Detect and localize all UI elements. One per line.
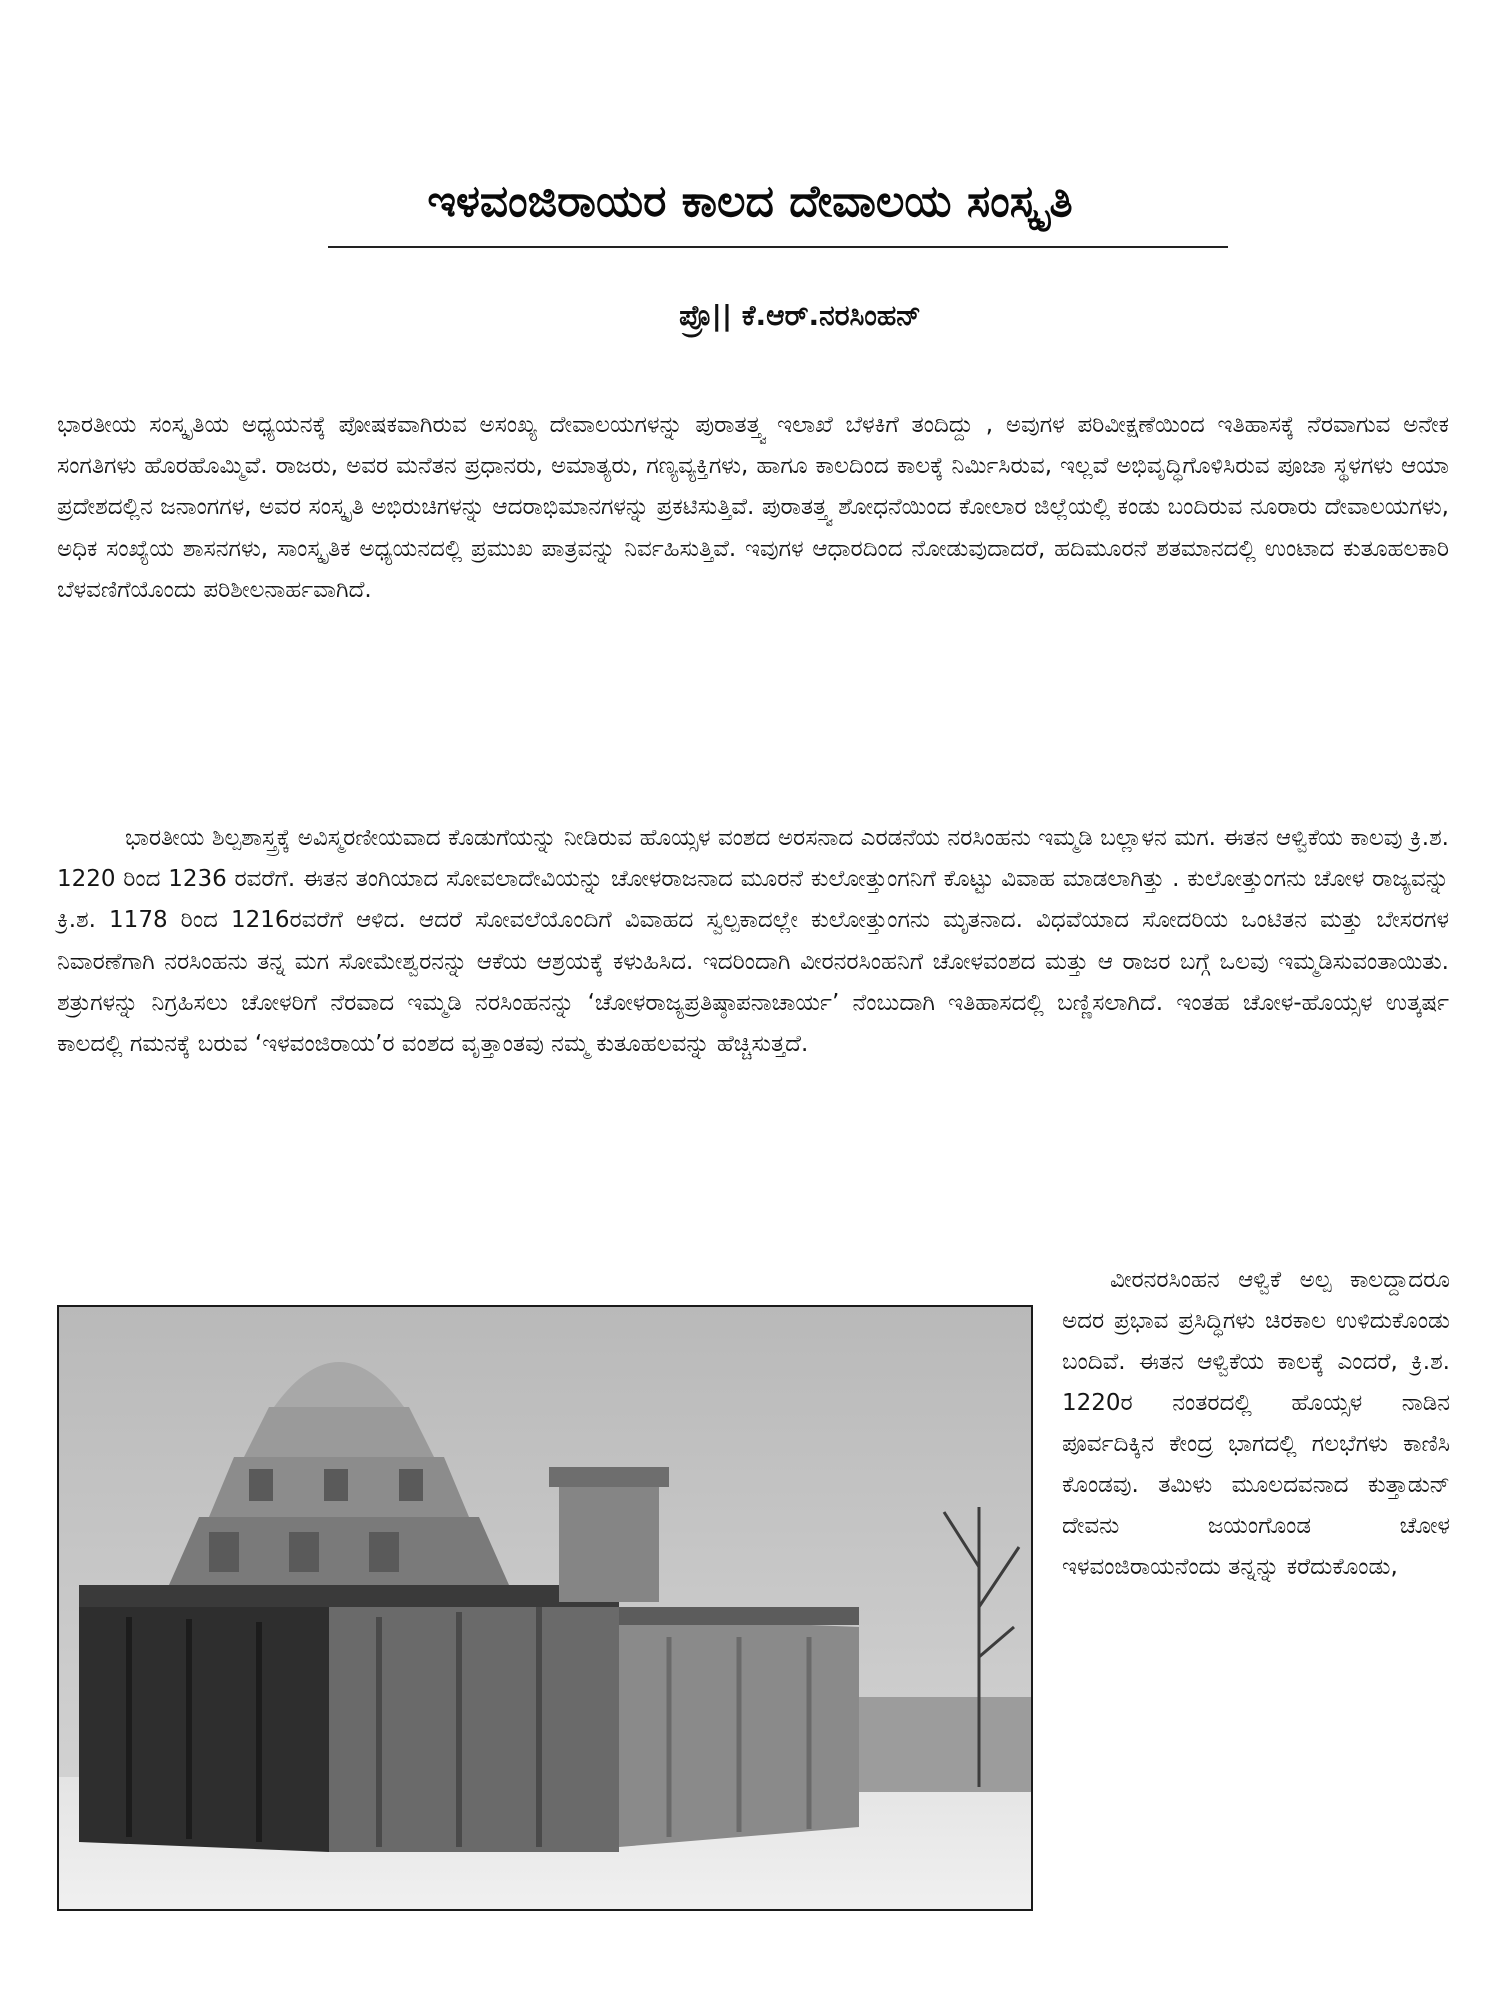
- article-author: ಪ್ರೊ|| ಕೆ.ಆರ್.ನರಸಿಂಹನ್: [679, 299, 921, 332]
- title-underline: [328, 246, 1228, 248]
- temple-photograph: [57, 1305, 1033, 1911]
- article-title: ಇಳವಂಜಿರಾಯರ ಕಾಲದ ದೇವಾಲಯ ಸಂಸ್ಕೃತಿ: [427, 176, 1073, 227]
- side-column-text: ವೀರನರಸಿಂಹನ ಆಳ್ವಿಕೆ ಅಲ್ಪ ಕಾಲದ್ದಾದರೂ ಅದರ ಪ್ರಭಾವ ಪ್ರಸಿದ್ಧಿಗಳು ಚಿರಕಾಲ ಉಳಿದುಕೊಂಡು ಬಂದಿವೆ. ಈತನ ಆಳ್ವಿಕೆಯ ಕಾಲಕ್ಕೆ ಎಂದರೆ, ಕ್ರಿ.ಶ. 1220ರ ನಂತರದಲ್ಲಿ ಹೊಯ್ಸಳ ನಾಡಿನ ಪೂರ್ವದಿಕ್ಕಿನ ಕೇಂದ್ರ ಭಾಗದಲ್ಲಿ ಗಲಭೆಗಳು ಕಾಣಿಸಿ ಕೊಂಡವು. ತಮಿಳು ಮೂಲದವನಾದ ಕುತ್ತಾಡುನ್ ದೇವನು ಜಯಂಗೊಂಡ ಚೋಳ ಇಳವಂಜಿರಾಯನೆಂದು ತನ್ನನ್ನು ಕರೆದುಕೊಂಡು,: [1062, 1267, 1450, 1580]
- paragraph-intro: ಭಾರತೀಯ ಸಂಸ್ಕೃತಿಯ ಅಧ್ಯಯನಕ್ಕೆ ಪೋಷಕವಾಗಿರುವ ಅಸಂಖ್ಯ ದೇವಾಲಯಗಳನ್ನು ಪುರಾತತ್ತ್ವ ಇಲಾಖೆ ಬೆಳಕಿಗೆ ತಂದಿದ್ದು , ಅವುಗಳ ಪರಿವೀಕ್ಷಣೆಯಿಂದ ಇತಿಹಾಸಕ್ಕೆ ನೆರವಾಗುವ ಅನೇಕ ಸಂಗತಿಗಳು ಹೊರಹೊಮ್ಮಿವೆ. ರಾಜರು, ಅವರ ಮನೆತನ ಪ್ರಧಾನರು, ಅಮಾತ್ಯರು, ಗಣ್ಯವ್ಯಕ್ತಿಗಳು, ಹಾಗೂ ಕಾಲದಿಂದ ಕಾಲಕ್ಕೆ ನಿರ್ಮಿಸಿರುವ, ಇಲ್ಲವೆ ಅಭಿವೃದ್ಧಿಗೊಳಿಸಿರುವ ಪೂಜಾ ಸ್ಥಳಗಳು ಆಯಾ ಪ್ರದೇಶದಲ್ಲಿನ ಜನಾಂಗಗಳ, ಅವರ ಸಂಸ್ಕೃತಿ ಅಭಿರುಚಿಗಳನ್ನು ಆದರಾಭಿಮಾನಗಳನ್ನು ಪ್ರಕಟಿಸುತ್ತಿವೆ. ಪುರಾತತ್ತ್ವ ಶೋಧನೆಯಿಂದ ಕೋಲಾರ ಜಿಲ್ಲೆಯಲ್ಲಿ ಕಂಡು ಬಂದಿರುವ ನೂರಾರು ದೇವಾಲಯಗಳು, ಅಧಿಕ ಸಂಖ್ಯೆಯ ಶಾಸನಗಳು, ಸಾಂಸ್ಕೃತಿಕ ಅಧ್ಯಯನದಲ್ಲಿ ಪ್ರಮುಖ ಪಾತ್ರವನ್ನು ನಿರ್ವಹಿಸುತ್ತಿವೆ. ಇವುಗಳ ಆಧಾರದಿಂದ ನೋಡುವುದಾದರೆ, ಹದಿಮೂರನೆ ಶತಮಾನದಲ್ಲಿ ಉಂಟಾದ ಕುತೂಹಲಕಾರಿ ಬೆಳವಣಿಗೆಯೊಂದು ಪರಿಶೀಲನಾರ್ಹವಾಗಿದೆ.: [57, 412, 1449, 603]
- paragraph-hoysala: ಭಾರತೀಯ ಶಿಲ್ಪಶಾಸ್ತ್ರಕ್ಕೆ ಅವಿಸ್ಮರಣೀಯವಾದ ಕೊಡುಗೆಯನ್ನು ನೀಡಿರುವ ಹೊಯ್ಸಳ ವಂಶದ ಅರಸನಾದ ಎರಡನೆಯ ನರಸಿಂಹನು ಇಮ್ಮಡಿ ಬಲ್ಲಾಳನ ಮಗ. ಈತನ ಆಳ್ವಿಕೆಯ ಕಾಲವು ಕ್ರಿ.ಶ. 1220 ರಿಂದ 1236 ರವರೆಗೆ. ಈತನ ತಂಗಿಯಾದ ಸೋವಲಾದೇವಿಯನ್ನು ಚೋಳರಾಜನಾದ ಮೂರನೆ ಕುಲೋತ್ತುಂಗನಿಗೆ ಕೊಟ್ಟು ವಿವಾಹ ಮಾಡಲಾಗಿತ್ತು . ಕುಲೋತ್ತುಂಗನು ಚೋಳ ರಾಜ್ಯವನ್ನು ಕ್ರಿ.ಶ. 1178 ರಿಂದ 1216ರವರೆಗೆ ಆಳಿದ. ಆದರೆ ಸೋವಲೆಯೊಂದಿಗೆ ವಿವಾಹದ ಸ್ವಲ್ಪಕಾದಲ್ಲೇ ಕುಲೋತ್ತುಂಗನು ಮೃತನಾದ. ವಿಧವೆಯಾದ ಸೋದರಿಯ ಒಂಟಿತನ ಮತ್ತು ಬೇಸರಗಳ ನಿವಾರಣೆಗಾಗಿ ನರಸಿಂಹನು ತನ್ನ ಮಗ ಸೋಮೇಶ್ವರನನ್ನು ಆಕೆಯ ಆಶ್ರಯಕ್ಕೆ ಕಳುಹಿಸಿದ. ಇದರಿಂದಾಗಿ ವೀರನರಸಿಂಹನಿಗೆ ಚೋಳವಂಶದ ಮತ್ತು ಆ ರಾಜರ ಬಗ್ಗೆ ಒಲವು ಇಮ್ಮಡಿಸುವಂತಾಯಿತು. ಶತ್ರುಗಳನ್ನು ನಿಗ್ರಹಿಸಲು ಚೋಳರಿಗೆ ನೆರವಾದ ಇಮ್ಮಡಿ ನರಸಿಂಹನನ್ನು ‘ಚೋಳರಾಜ್ಯಪ್ರತಿಷ್ಠಾಪನಾಚಾರ್ಯ’ ನೆಂಬುದಾಗಿ ಇತಿಹಾಸದಲ್ಲಿ ಬಣ್ಣಿಸಲಾಗಿದೆ. ಇಂತಹ ಚೋಳ-ಹೊಯ್ಸಳ ಉತ್ಕರ್ಷ ಕಾಲದಲ್ಲಿ ಗಮನಕ್ಕೆ ಬರುವ ‘ಇಳವಂಜಿರಾಯ’ರ ವಂಶದ ವೃತ್ತಾಂತವು ನಮ್ಮ ಕುತೂಹಲವನ್ನು ಹೆಚ್ಚಿಸುತ್ತದೆ.: [57, 825, 1449, 1058]
